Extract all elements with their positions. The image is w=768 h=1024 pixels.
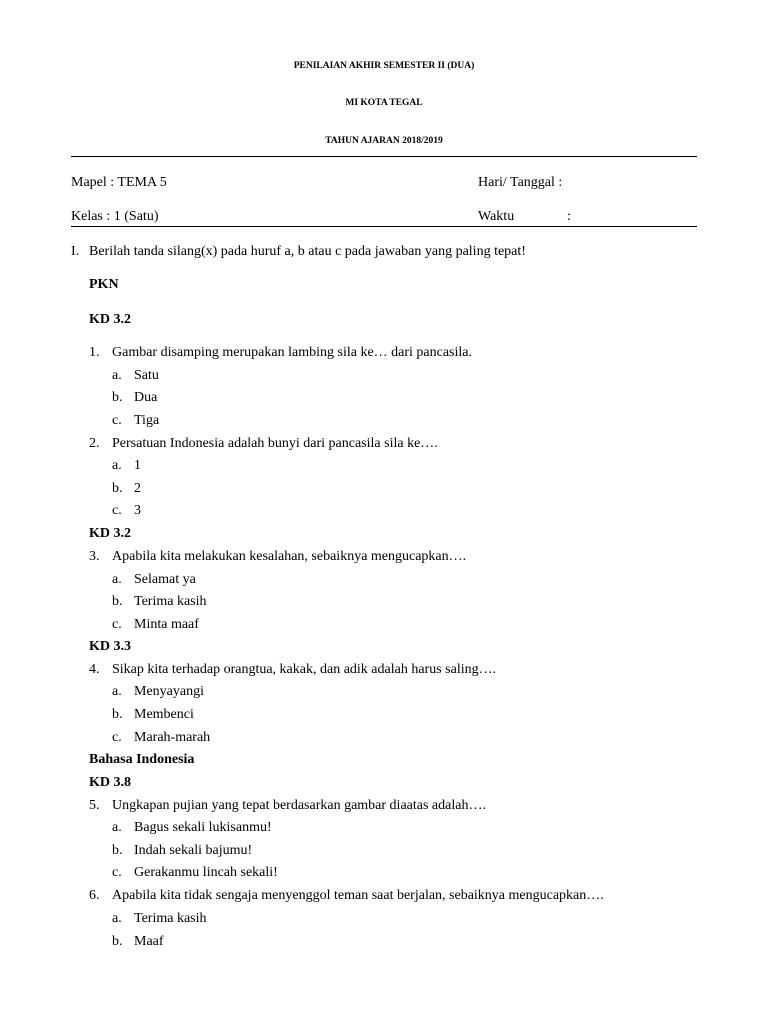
option-letter: a. [112, 911, 122, 926]
option-text: 1 [134, 458, 141, 473]
option-letter: c. [112, 413, 122, 428]
option-text: Satu [134, 368, 159, 383]
option-text: Dua [134, 390, 158, 405]
option-text: 3 [134, 503, 141, 518]
question-number: 1. [89, 345, 100, 360]
kd-heading: KD 3.2 [89, 312, 131, 327]
option-letter: a. [112, 572, 122, 587]
waktu-label: Waktu [478, 209, 515, 224]
option-letter: c. [112, 617, 122, 632]
waktu-colon: : [567, 209, 571, 224]
info-divider [71, 226, 697, 227]
question-text: Apabila kita tidak sengaja menyenggol teman saat berjalan, sebaiknya mengucapkan…. [112, 888, 604, 903]
kd-heading: KD 3.2 [89, 526, 131, 541]
question-text: Persatuan Indonesia adalah bunyi dari pancasila sila ke…. [112, 436, 438, 451]
question-number: 2. [89, 436, 100, 451]
option-text: Selamat ya [134, 572, 196, 587]
question-text: Gambar disamping merupakan lambing sila ke… dari pancasila. [112, 345, 473, 360]
option-text: Maaf [134, 934, 164, 949]
question-text: Ungkapan pujian yang tepat berdasarkan gambar diaatas adalah…. [112, 798, 486, 813]
option-letter: b. [112, 843, 123, 858]
option-text: Bagus sekali lukisanmu! [134, 820, 272, 835]
option-text: Minta maaf [134, 617, 199, 632]
option-text: Terima kasih [134, 594, 207, 609]
option-letter: b. [112, 481, 123, 496]
option-text: 2 [134, 481, 141, 496]
hari-tanggal-field: Hari/ Tanggal : [478, 175, 563, 190]
kd-heading: KD 3.3 [89, 639, 131, 654]
option-letter: a. [112, 368, 122, 383]
option-text: Marah-marah [134, 730, 211, 745]
option-text: Membenci [134, 707, 194, 722]
option-text: Tiga [134, 413, 160, 428]
question-number: 5. [89, 798, 100, 813]
mapel-field: Mapel : TEMA 5 [71, 175, 167, 190]
header-divider [71, 156, 697, 157]
question-text: Sikap kita terhadap orangtua, kakak, dan adik adalah harus saling…. [112, 662, 497, 677]
option-letter: b. [112, 594, 123, 609]
option-letter: b. [112, 934, 123, 949]
exam-title: PENILAIAN AKHIR SEMESTER II (DUA) [293, 61, 475, 71]
question-text: Apabila kita melakukan kesalahan, sebaiknya mengucapkan…. [112, 549, 467, 564]
subject-heading-bahasa: Bahasa Indonesia [89, 752, 195, 767]
option-text: Indah sekali bajumu! [134, 843, 253, 858]
question-number: 4. [89, 662, 100, 677]
question-number: 6. [89, 888, 100, 903]
option-letter: b. [112, 707, 123, 722]
subject-heading-pkn: PKN [89, 277, 119, 292]
question-number: 3. [89, 549, 100, 564]
option-text: Gerakanmu lincah sekali! [134, 865, 278, 880]
option-letter: c. [112, 865, 122, 880]
option-letter: b. [112, 390, 123, 405]
option-letter: c. [112, 730, 122, 745]
kd-heading: KD 3.8 [89, 775, 131, 790]
academic-year: TAHUN AJARAN 2018/2019 [325, 136, 443, 146]
option-text: Terima kasih [134, 911, 207, 926]
section-number: I. [71, 244, 80, 259]
section-instruction: Berilah tanda silang(x) pada huruf a, b atau c pada jawaban yang paling tepat! [89, 244, 526, 259]
option-text: Menyayangi [134, 684, 204, 699]
kelas-field: Kelas : 1 (Satu) [71, 209, 159, 224]
option-letter: a. [112, 458, 122, 473]
school-name: MI KOTA TEGAL [345, 98, 423, 108]
option-letter: a. [112, 684, 122, 699]
option-letter: c. [112, 503, 122, 518]
option-letter: a. [112, 820, 122, 835]
